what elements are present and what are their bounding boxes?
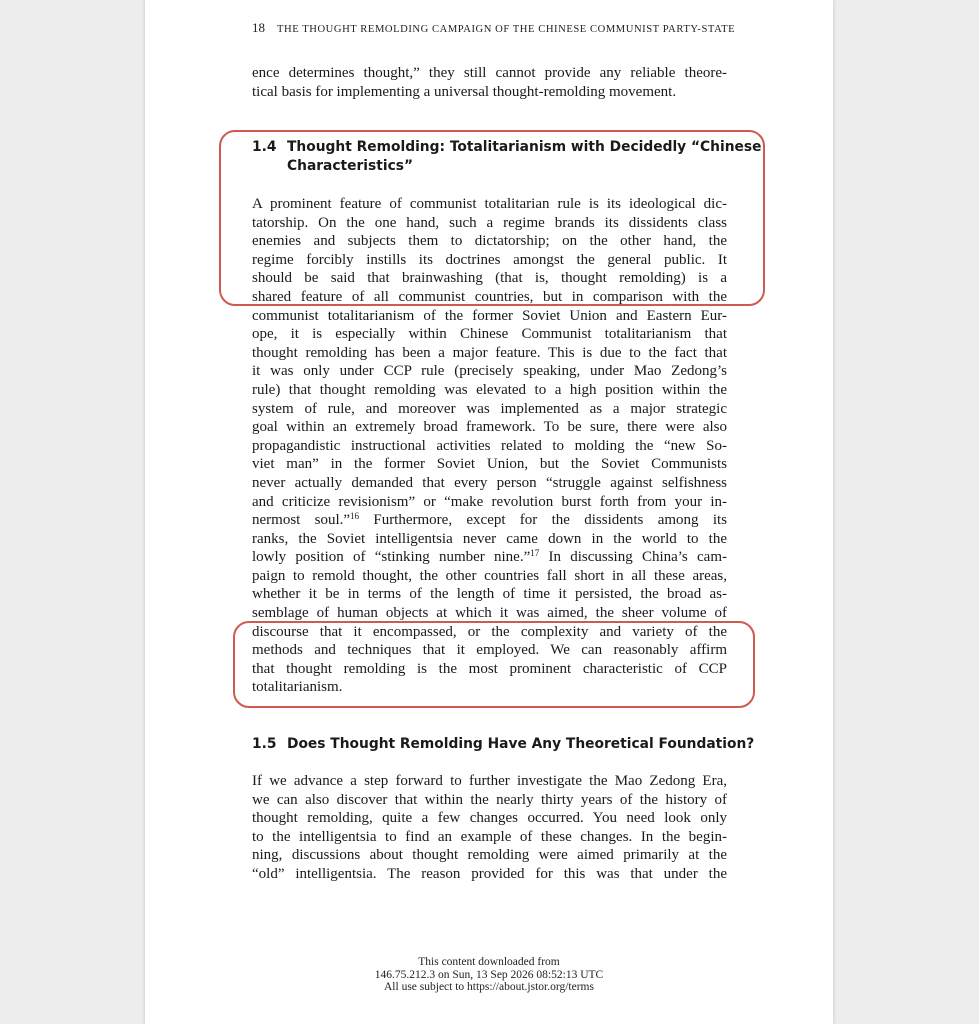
running-header	[252, 20, 736, 36]
text-line: it was only under CCP rule (precisely speaking, under Mao Zedong’s	[252, 363, 727, 380]
text-line: If we advance a step forward to further investigate the Mao Zedong Era,	[252, 773, 727, 789]
text-line-with-footnote	[252, 511, 727, 530]
text-line: regime forcibly instills its doctrines amongst the general public. It	[252, 251, 727, 268]
text-line: “old” intelligentsia. The reason provided for this was that under the	[252, 865, 727, 882]
section-heading-1-5	[252, 735, 755, 754]
text-line-with-footnote	[252, 548, 727, 567]
page-number: 18	[252, 20, 265, 35]
text-line: shared feature of all communist countries, but in comparison with the	[252, 288, 727, 305]
section-title	[287, 735, 755, 754]
section-1-5-paragraph	[252, 772, 727, 884]
text-line: ning, discussions about thought remolding were aimed primarily at the	[252, 847, 727, 864]
text-line: methods and techniques that it employed. We can reasonably affirm	[252, 642, 727, 659]
text-line: ope, it is especially within Chinese Communist totalitarianism that	[252, 326, 727, 343]
text-line: we can also discover that within the nearly thirty years of the history of	[252, 791, 727, 808]
footer-terms-link[interactable]: All use subject to https://about.jstor.org/terms	[384, 981, 594, 993]
footer-line: This content downloaded from	[418, 956, 560, 968]
text-line: and criticize revisionism” or “make revolution burst forth from your in-	[252, 493, 727, 510]
document-page	[145, 0, 833, 1024]
text-line: totalitarianism.	[252, 679, 343, 696]
text-line: A prominent feature of communist totalitarian rule is its ideological dic-	[252, 196, 727, 212]
text-line: enemies and subjects them to dictatorship; on the other hand, the	[252, 233, 727, 250]
text-line: never actually demanded that every person “struggle against selfishness	[252, 474, 727, 491]
opening-paragraph	[252, 64, 727, 101]
text-line: viet man” in the former Soviet Union, but the Soviet Communists	[252, 456, 727, 473]
jstor-footer	[145, 956, 833, 994]
text-line: propagandistic instructional activities related to molding the “new So-	[252, 437, 727, 454]
text-line: should be said that brainwashing (that is, thought remolding) is a	[252, 270, 727, 287]
text-line: paign to remold thought, the other countries fall short in all these areas,	[252, 567, 727, 584]
text-line: rule) that thought remolding was elevated to a high position within the	[252, 381, 727, 398]
text-line: to the intelligentsia to find an example of these changes. In the begin-	[252, 828, 727, 845]
text-line: discourse that it encompassed, or the complexity and variety of the	[252, 623, 727, 640]
highlight-box-section-1-4[interactable]	[219, 130, 765, 306]
footnote-ref-16[interactable]: 16	[350, 511, 360, 522]
section-title-line: Thought Remolding: Totalitarianism with Decidedly “Chinese	[287, 139, 762, 155]
text-line: tical basis for implementing a universal thought-remolding movement.	[252, 83, 677, 100]
text-line: thought remolding, quite a few changes occurred. You need look only	[252, 810, 727, 827]
running-title: THE THOUGHT REMOLDING CAMPAIGN OF THE CHINESE COMMUNIST PARTY-STATE	[277, 24, 736, 35]
footer-line: 146.75.212.3 on Sun, 13 Sep 2026 08:52:13 UTC	[374, 968, 604, 981]
text-segment: In discussing China’s cam-	[539, 549, 727, 566]
footnote-ref-17[interactable]: 17	[530, 548, 540, 559]
section-title-line: Characteristics”	[287, 158, 414, 174]
text-line: system of rule, and moreover was implemented as a major strategic	[252, 400, 727, 417]
text-line: ence determines thought,” they still cannot provide any reliable theore-	[252, 65, 727, 81]
text-segment: nermost soul.”	[252, 512, 351, 529]
text-line: thought remolding has been a major feature. This is due to the fact that	[252, 344, 727, 361]
text-line: tatorship. On the one hand, such a regime brands its dissidents class	[252, 214, 727, 231]
text-segment: Furthermore, except for the dissidents among its	[359, 512, 727, 529]
section-title-line: Does Thought Remolding Have Any Theoretical Foundation?	[287, 736, 755, 752]
text-line: that thought remolding is the most prominent characteristic of CCP	[252, 660, 727, 677]
section-number: 1.5	[252, 736, 277, 752]
text-segment: lowly position of “stinking number nine.”	[252, 549, 531, 566]
section-number: 1.4	[252, 139, 277, 155]
text-line: goal within an extremely broad framework. To be sure, there were also	[252, 419, 727, 436]
text-line: whether it be in terms of the length of time it persisted, the broad as-	[252, 586, 727, 603]
highlight-box-conclusion[interactable]	[233, 621, 755, 708]
text-line: semblage of human objects at which it was aimed, the sheer volume of	[252, 605, 727, 622]
text-line: communist totalitarianism of the former Soviet Union and Eastern Eur-	[252, 307, 727, 324]
text-line: ranks, the Soviet intelligentsia never came down in the world to the	[252, 530, 727, 547]
